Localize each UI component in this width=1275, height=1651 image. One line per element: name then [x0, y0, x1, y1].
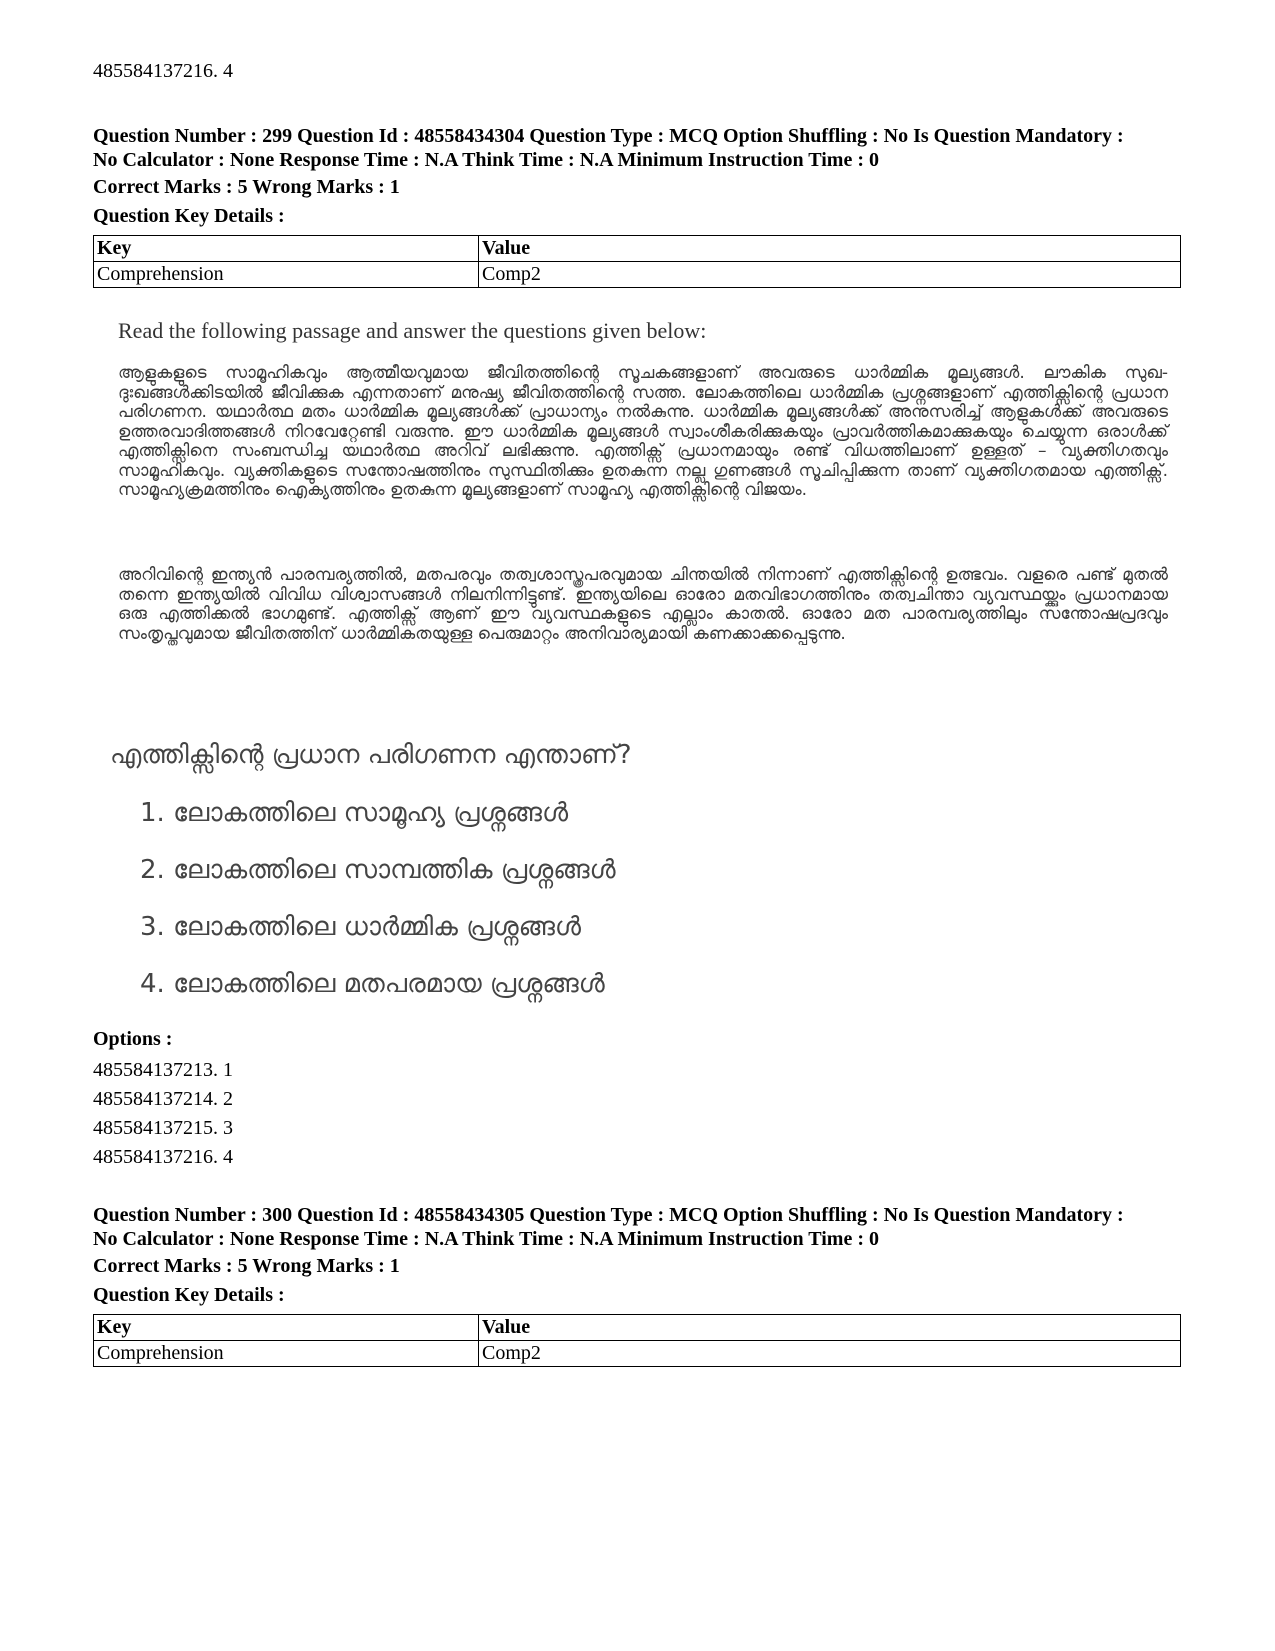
q300-key-details-label: Question Key Details : [93, 1284, 285, 1306]
table-row [94, 262, 1181, 288]
passage-paragraph-2: അറിവിന്റെ ഇന്ത്യൻ പാരമ്പര്യത്തിൽ, മതപരവും തത്വശാസ്ത്രപരവുമായ ചിന്തയിൽ നിന്നാണ് എത്തിക്സിന്റെ ഉത്ഭവം. വളരെ പണ്ട് മുതൽ തന്നെ ഇന്ത്യയിൽ വിവിധ വിശ്വാസങ്ങൾ നിലനിന്നിട്ടുണ്ട്. ഇന്ത്യയിലെ ഓരോ മതവിഭാഗത്തിനും തത്വചിന്താ വ്യവസ്ഥയ്ക്കും പ്രധാനമായ ഒരു എത്തിക്കൽ ഭാഗമുണ്ട്. എത്തിക്സ് ആണ് ഈ വ്യവസ്ഥകളുടെ എല്ലാം കാതൽ. ഓരോ മത പാരമ്പര്യത്തിലും സന്തോഷപ്രദവും സംതൃപ്തവുമായ ജീവിതത്തിന് ധാർമ്മികതയുള്ള പെരുമാറ്റം അനിവാര്യമായി കണക്കാക്കപ്പെടുന്നു. [118, 565, 1168, 644]
key-cell: Comprehension [94, 262, 479, 288]
choice-4: 4. ലോകത്തിലെ മതപരമായ പ്രശ്നങ്ങൾ [140, 969, 605, 999]
value-cell: Comp2 [479, 262, 1181, 288]
table-row [94, 236, 1181, 262]
options-label: Options : [93, 1028, 173, 1050]
table-row [94, 1315, 1181, 1341]
option-item: 485584137213. 1 [93, 1059, 233, 1081]
passage-paragraph-1: ആളുകളുടെ സാമൂഹികവും ആത്മീയവുമായ ജീവിതത്തിന്റെ സൂചകങ്ങളാണ് അവരുടെ ധാർമ്മിക മൂല്യങ്ങൾ. ലൗകിക സുഖ-ദുഃഖങ്ങൾക്കിടയിൽ ജീവിക്കുക എന്നതാണ് മനുഷ്യ ജീവിതത്തിന്റെ സത്ത. ലോകത്തിലെ ധാർമ്മിക പ്രശ്നങ്ങളാണ് എത്തിക്സിന്റെ പ്രധാന പരിഗണന. യഥാർത്ഥ മതം ധാർമ്മിക മൂല്യങ്ങൾക്ക് പ്രാധാന്യം നൽകുന്നു. ധാർമ്മിക മൂല്യങ്ങൾക്ക് അനുസരിച്ച് ആളുകൾക്ക് അവരുടെ ഉത്തരവാദിത്തങ്ങൾ നിറവേറ്റേണ്ടി വരുന്നു. ഈ ധാർമ്മിക മൂല്യങ്ങൾ സ്വാംശീകരിക്കുകയും പ്രാവർത്തികമാക്കുകയും ചെയ്യുന്ന ഒരാൾക്ക് എത്തിക്സിനെ സംബന്ധിച്ച യഥാർത്ഥ അറിവ് ലഭിക്കുന്നു. എത്തിക്സ് പ്രധാനമായും രണ്ട് വിധത്തിലാണ് ഉള്ളത് – വ്യക്തിഗതവും സാമൂഹികവും. വ്യക്തികളുടെ സന്തോഷത്തിനും സുസ്ഥിതിക്കും ഉതകുന്ന നല്ല ഗുണങ്ങൾ സൂചിപ്പിക്കുന്ന താണ് വ്യക്തിഗതമായ എത്തിക്സ്. സാമൂഹ്യക്രമത്തിനും ഐക്യത്തിനും ഉതകുന്ന മൂല്യങ്ങളാണ് സാമൂഹ്യ എത്തിക്സിന്റെ വിജയം. [118, 363, 1168, 500]
key-cell: Comprehension [94, 1341, 479, 1367]
key-header: Key [94, 1315, 479, 1341]
option-item: 485584137216. 4 [93, 1146, 233, 1168]
q299-key-details-label: Question Key Details : [93, 205, 285, 227]
passage-heading: Read the following passage and answer the questions given below: [118, 318, 707, 343]
value-header: Value [479, 236, 1181, 262]
q300-meta-line2: No Calculator : None Response Time : N.A Think Time : N.A Minimum Instruction Time : 0 [93, 1228, 879, 1250]
q300-meta-line1: Question Number : 300 Question Id : 48558434305 Question Type : MCQ Option Shuffling : No Is Question Mandatory : [93, 1204, 1124, 1226]
q299-meta-line2: No Calculator : None Response Time : N.A Think Time : N.A Minimum Instruction Time : 0 [93, 149, 879, 171]
question-image [110, 318, 1180, 1018]
table-row [94, 1341, 1181, 1367]
q299-marks: Correct Marks : 5 Wrong Marks : 1 [93, 176, 400, 198]
choice-3: 3. ലോകത്തിലെ ധാർമ്മിക പ്രശ്നങ്ങൾ [140, 912, 582, 942]
key-header: Key [94, 236, 479, 262]
choice-1: 1. ലോകത്തിലെ സാമൂഹ്യ പ്രശ്നങ്ങൾ [140, 798, 569, 828]
question-text: എത്തിക്സിന്റെ പ്രധാന പരിഗണന എന്താണ്? [110, 740, 632, 770]
option-item: 485584137215. 3 [93, 1117, 233, 1139]
previous-option-line: 485584137216. 4 [93, 60, 233, 82]
q299-key-table [93, 235, 1181, 288]
choice-2: 2. ലോകത്തിലെ സാമ്പത്തിക പ്രശ്നങ്ങൾ [140, 855, 616, 885]
q300-marks: Correct Marks : 5 Wrong Marks : 1 [93, 1255, 400, 1277]
q300-key-table [93, 1314, 1181, 1367]
q299-meta-line1: Question Number : 299 Question Id : 48558434304 Question Type : MCQ Option Shuffling : No Is Question Mandatory : [93, 125, 1124, 147]
value-header: Value [479, 1315, 1181, 1341]
option-item: 485584137214. 2 [93, 1088, 233, 1110]
value-cell: Comp2 [479, 1341, 1181, 1367]
